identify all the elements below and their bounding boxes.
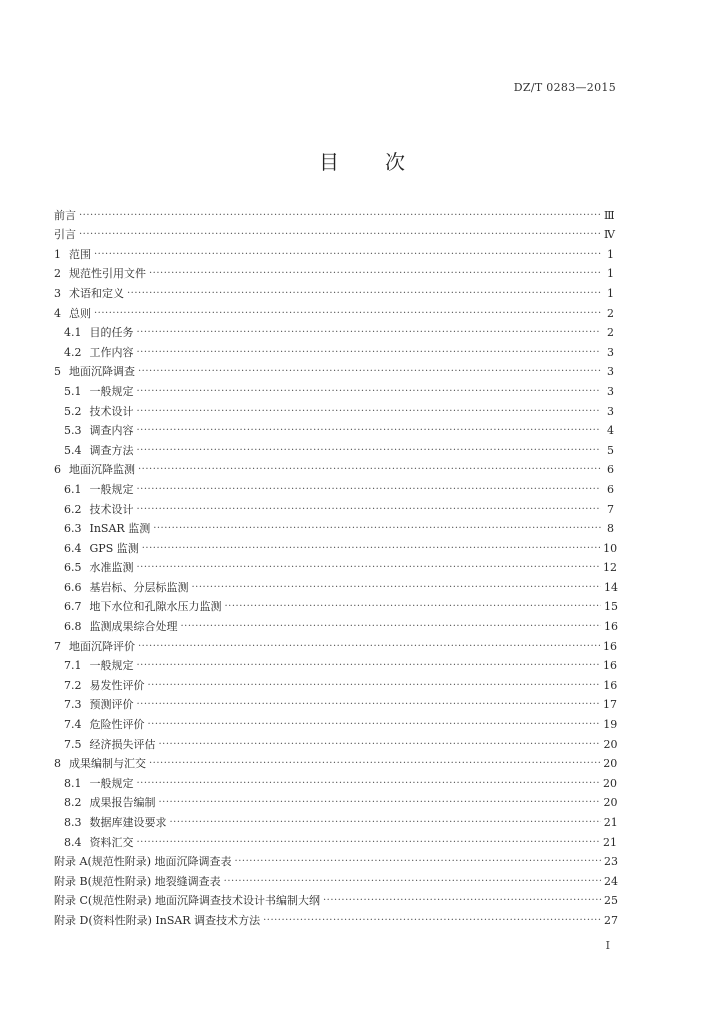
toc-leader-dots: [181, 620, 602, 634]
toc-entry: [54, 203, 614, 223]
toc-entry-page: Ⅳ: [604, 228, 615, 242]
toc-entry-number: 4: [54, 306, 61, 320]
toc-leader-dots: [149, 757, 600, 771]
toc-entry: [54, 712, 618, 732]
toc-entry-page: 2: [607, 306, 614, 320]
toc-entry-number: 6.3: [64, 522, 82, 536]
toc-leader-dots: [137, 836, 600, 850]
toc-entry: [54, 595, 618, 615]
toc-entry: [54, 575, 618, 595]
toc-leader-dots: [142, 542, 600, 556]
toc-entry: [54, 673, 618, 693]
toc-entry-number: 7.1: [64, 659, 82, 673]
toc-entry-title: 一般规定: [89, 482, 134, 496]
toc-entry-page: 21: [603, 816, 618, 829]
toc-entry-number: 2: [54, 267, 61, 281]
toc-entry-page: 2: [607, 326, 614, 340]
toc-entry: [54, 399, 614, 419]
toc-entry: [54, 458, 614, 478]
toc-entry-number: 8.1: [64, 776, 82, 790]
toc-entry-title: 地下水位和孔隙水压力监测: [89, 600, 222, 614]
toc-entry-title: 易发性评价: [89, 678, 145, 692]
toc-entry-title: 术语和定义: [69, 286, 124, 300]
toc-entry-title: 引言: [54, 228, 76, 242]
toc-entry: [54, 223, 614, 243]
toc-entry: [54, 301, 614, 321]
toc-leader-dots: [137, 326, 602, 340]
toc-entry-title: 调查方法: [89, 443, 134, 457]
toc-leader-dots: [137, 659, 600, 673]
toc-entry: [54, 517, 614, 537]
toc-entry-number: 7: [54, 639, 61, 653]
toc-entry-title: 水准监测: [89, 561, 134, 575]
toc-leader-dots: [137, 698, 600, 712]
toc-leader-dots: [79, 209, 601, 223]
toc-entry-number: 8: [54, 757, 61, 771]
toc-leader-dots: [138, 640, 600, 654]
toc-leader-dots: [263, 914, 601, 928]
toc-entry-page: 10: [603, 541, 618, 555]
toc-entry-number: 5.4: [64, 443, 82, 457]
toc-entry: [54, 850, 618, 870]
toc-leader-dots: [159, 738, 601, 752]
toc-entry-title: 基岩标、分层标监测: [89, 580, 189, 594]
toc-entry-title: 附录 D(资料性附录) InSAR 调查技术方法: [54, 913, 261, 927]
toc-entry-page: 1: [607, 286, 614, 300]
toc-leader-dots: [224, 875, 601, 889]
toc-entry-page: 20: [602, 776, 617, 790]
toc-entry: [54, 242, 614, 262]
toc-entry-page: 21: [602, 835, 617, 849]
toc-entry-number: 7.2: [64, 678, 82, 692]
toc-entry-page: 1: [607, 267, 614, 281]
toc-entry-page: 3: [607, 365, 614, 379]
toc-leader-dots: [137, 424, 602, 438]
toc-entry-number: 8.4: [64, 835, 82, 849]
toc-entry-title: 成果编制与汇交: [69, 757, 146, 771]
toc-entry-title: 危险性评价: [89, 718, 145, 732]
toc-leader-dots: [192, 581, 602, 595]
toc-entry-page: 17: [602, 698, 617, 712]
toc-entry-number: 6.7: [64, 600, 82, 614]
toc-entry-page: 16: [603, 639, 618, 653]
toc-entry-page: 16: [604, 620, 618, 634]
toc-entry: [54, 281, 614, 301]
toc-leader-dots: [137, 777, 600, 791]
toc-leader-dots: [94, 307, 601, 321]
toc-entry-page: 3: [607, 404, 614, 418]
toc-entry-number: 7.3: [64, 698, 82, 712]
toc-leader-dots: [149, 267, 601, 281]
toc-entry-number: 4.1: [64, 326, 82, 340]
toc-leader-dots: [148, 679, 601, 693]
toc-entry-page: 15: [604, 600, 618, 614]
toc-entry: [54, 693, 617, 713]
toc-entry-page: 14: [604, 580, 618, 594]
toc-entry-page: 1: [607, 247, 614, 261]
document-code: DZ/T 0283—2015: [513, 81, 616, 94]
toc-entry: [54, 379, 614, 399]
toc-entry-number: 6: [54, 463, 61, 477]
toc-entry-title: 成果报告编制: [89, 796, 156, 810]
toc-leader-dots: [235, 855, 601, 869]
toc-leader-dots: [137, 561, 600, 575]
toc-entry-page: 4: [607, 424, 614, 438]
toc-leader-dots: [138, 365, 601, 379]
toc-entry-title: 范围: [69, 247, 91, 261]
page-title: 目次: [319, 150, 451, 174]
toc-entry-number: 6.4: [64, 541, 82, 555]
toc-entry-title: 监测成果综合处理: [89, 620, 178, 634]
toc-entry: [54, 908, 618, 928]
toc-entry: [54, 340, 614, 360]
toc-entry-title: 总则: [69, 306, 91, 320]
toc-leader-dots: [225, 600, 602, 614]
toc-entry-title: 前言: [54, 208, 76, 222]
toc-entry-number: 6.2: [64, 502, 82, 516]
toc-entry-title: 附录 B(规范性附录) 地裂缝调查表: [54, 874, 221, 888]
toc-entry-number: 7.5: [64, 737, 82, 751]
toc-entry-number: 5.3: [64, 424, 82, 438]
toc-entry-page: 23: [604, 855, 618, 869]
toc-entry-title: 一般规定: [89, 776, 134, 790]
toc-entry: [54, 752, 618, 772]
toc-entry: [54, 419, 614, 439]
toc-entry: [54, 771, 617, 791]
toc-leader-dots: [159, 796, 601, 810]
toc-entry-page: 7: [607, 502, 614, 516]
toc-entry-number: 6.6: [64, 580, 82, 594]
toc-entry: [54, 321, 614, 341]
toc-entry: [54, 477, 614, 497]
toc-entry: [54, 889, 618, 909]
toc-entry-page: 27: [604, 913, 618, 927]
toc-entry: [54, 556, 617, 576]
toc-entry-page: 25: [604, 894, 618, 908]
toc-entry: [54, 614, 618, 634]
toc-entry-title: 技术设计: [89, 502, 134, 516]
toc-leader-dots: [137, 405, 602, 419]
toc-entry-title: 目的任务: [89, 326, 134, 340]
toc-entry-page: 8: [607, 522, 614, 536]
toc-entry-page: 16: [602, 659, 617, 673]
toc-entry-title: 附录 A(规范性附录) 地面沉降调查表: [54, 855, 232, 869]
page-number: I: [605, 939, 610, 952]
toc-entry: [54, 497, 614, 517]
toc-leader-dots: [137, 346, 602, 360]
toc-entry-page: 12: [602, 561, 617, 575]
toc-entry: [54, 791, 618, 811]
toc-entry: [54, 360, 614, 380]
toc-entry-title: 附录 C(规范性附录) 地面沉降调查技术设计书编制大纲: [54, 894, 320, 908]
toc-entry-page: 6: [607, 463, 614, 477]
toc-leader-dots: [170, 816, 601, 830]
toc-leader-dots: [137, 503, 602, 517]
toc-entry-title: 技术设计: [89, 404, 134, 418]
toc-entry-title: 预测评价: [89, 698, 134, 712]
toc-entry-title: 工作内容: [89, 345, 134, 359]
toc-leader-dots: [138, 463, 601, 477]
toc-leader-dots: [323, 894, 601, 908]
toc-entry-number: 8.2: [64, 796, 82, 810]
toc-entry: [54, 654, 617, 674]
toc-entry-page: 3: [607, 345, 614, 359]
toc-entry-number: 6.1: [64, 482, 82, 496]
toc-entry-page: 3: [607, 384, 614, 398]
toc-entry: [54, 830, 617, 850]
toc-entry-title: 资料汇交: [89, 835, 134, 849]
toc-entry-page: 6: [607, 482, 614, 496]
toc-entry-number: 4.2: [64, 345, 82, 359]
toc-entry-number: 5.2: [64, 404, 82, 418]
toc-entry-title: 数据库建设要求: [89, 816, 167, 829]
toc-leader-dots: [94, 248, 601, 262]
toc-entry-title: GPS 监测: [89, 541, 139, 555]
toc-entry-number: 1: [54, 247, 61, 261]
toc-entry-title: 经济损失评估: [89, 737, 156, 751]
toc-entry-title: 地面沉降评价: [69, 639, 135, 653]
toc-entry-number: 6.8: [64, 620, 82, 634]
toc-entry-title: 规范性引用文件: [69, 267, 146, 281]
toc-leader-dots: [153, 522, 601, 536]
toc-leader-dots: [137, 483, 602, 497]
toc-entry-page: 16: [603, 678, 618, 692]
toc-entry-title: 调查内容: [89, 424, 134, 438]
toc-entry-title: 一般规定: [89, 659, 134, 673]
toc-entry-page: 5: [607, 443, 614, 457]
toc-entry-number: 5.1: [64, 384, 82, 398]
table-of-contents: [54, 203, 618, 928]
toc-entry: [54, 634, 618, 654]
toc-leader-dots: [79, 228, 601, 242]
toc-leader-dots: [148, 718, 601, 732]
toc-entry-page: 20: [603, 796, 618, 810]
toc-entry-number: 5: [54, 365, 61, 379]
toc-entry-title: 地面沉降调查: [69, 365, 135, 379]
toc-entry-number: 3: [54, 286, 61, 300]
toc-entry-title: InSAR 监测: [89, 522, 151, 536]
toc-leader-dots: [137, 444, 602, 458]
toc-entry-page: 20: [603, 737, 618, 751]
toc-entry-title: 地面沉降监测: [69, 463, 135, 477]
toc-entry-page: 24: [604, 874, 618, 888]
toc-entry-page: 19: [603, 718, 618, 732]
toc-leader-dots: [137, 385, 602, 399]
toc-entry-title: 一般规定: [89, 384, 134, 398]
toc-entry: [54, 438, 614, 458]
toc-entry-number: 7.4: [64, 718, 82, 732]
toc-entry-number: 6.5: [64, 561, 82, 575]
toc-entry: [54, 262, 614, 282]
toc-entry-number: 8.3: [64, 816, 82, 829]
toc-entry: [54, 810, 618, 830]
toc-entry: [54, 869, 618, 889]
toc-leader-dots: [127, 287, 601, 301]
toc-entry: [54, 732, 618, 752]
toc-entry-page: 20: [603, 757, 618, 771]
toc-entry-page: Ⅲ: [604, 208, 615, 222]
toc-entry: [54, 536, 618, 556]
